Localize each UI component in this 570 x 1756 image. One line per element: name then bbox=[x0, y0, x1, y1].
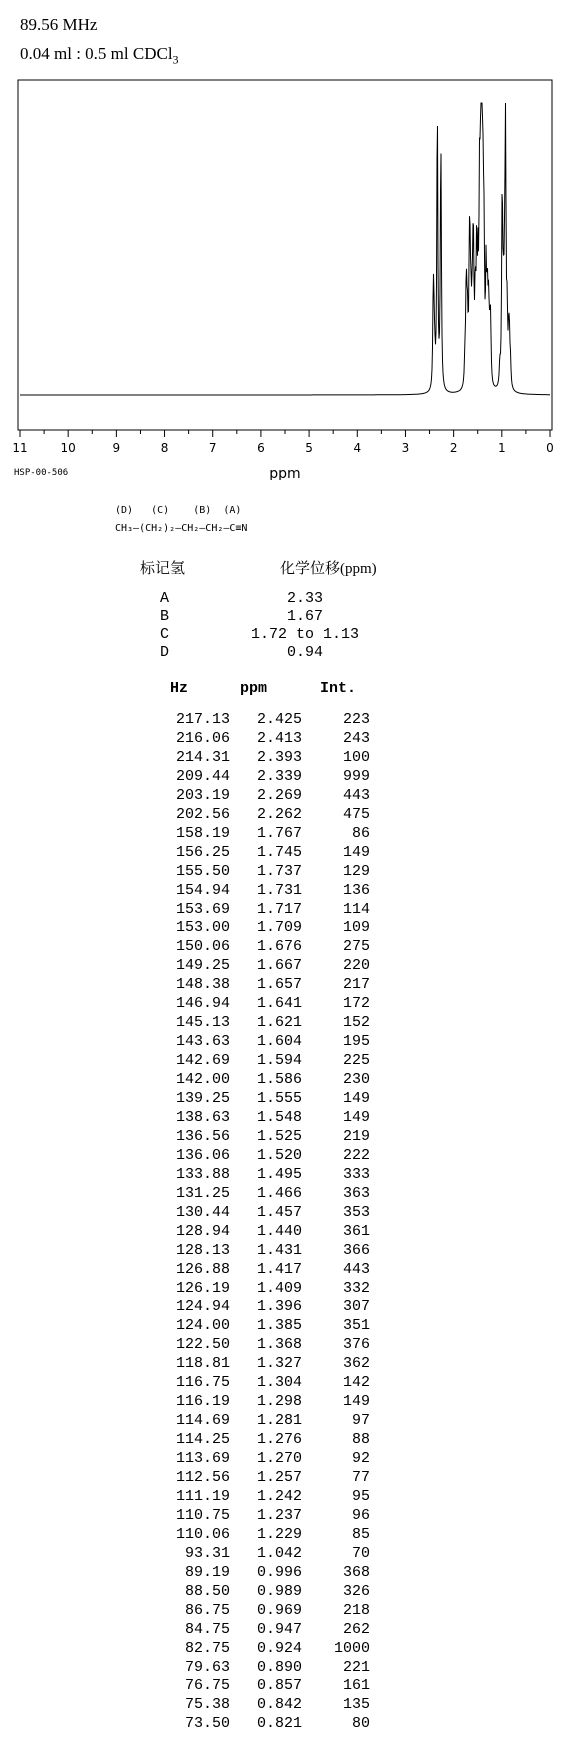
assignment-row bbox=[160, 590, 410, 609]
peak-row bbox=[150, 768, 380, 787]
peak-ppm: 2.269 bbox=[256, 786, 302, 804]
peak-ppm: 1.257 bbox=[256, 1469, 302, 1486]
peak-ppm: 2.262 bbox=[256, 805, 302, 823]
peak-ppm: 1.745 bbox=[256, 843, 302, 861]
peak-row bbox=[150, 938, 380, 957]
peak-intensity: 149 bbox=[342, 1108, 370, 1126]
peak-hz: 155.50 bbox=[175, 862, 230, 880]
peak-ppm: 0.924 bbox=[256, 1639, 302, 1657]
peak-intensity: 353 bbox=[342, 1203, 370, 1221]
peak-intensity: 275 bbox=[342, 938, 370, 956]
peak-row bbox=[150, 995, 380, 1014]
peak-ppm: 0.890 bbox=[256, 1658, 302, 1676]
peak-intensity: 80 bbox=[351, 1715, 370, 1733]
peak-intensity: 129 bbox=[342, 862, 370, 880]
peak-hz: 116.75 bbox=[175, 1374, 230, 1392]
peak-intensity: 218 bbox=[342, 1601, 370, 1619]
peak-row bbox=[150, 825, 380, 844]
peak-ppm: 1.417 bbox=[256, 1260, 302, 1278]
peak-row bbox=[150, 1677, 380, 1696]
peak-ppm: 1.396 bbox=[256, 1298, 302, 1316]
peak-row bbox=[150, 1621, 380, 1640]
assignment-label: D bbox=[160, 644, 170, 661]
x-tick-label: 5 bbox=[305, 441, 313, 455]
x-tick-label: 7 bbox=[208, 441, 217, 455]
peak-ppm: 1.594 bbox=[256, 1052, 302, 1070]
peak-row bbox=[150, 1298, 380, 1317]
peak-hz: 153.00 bbox=[175, 919, 230, 937]
peak-row bbox=[150, 1166, 380, 1185]
frequency-label: 89.56 MHz bbox=[20, 15, 98, 34]
peak-row bbox=[150, 1052, 380, 1071]
peak-hz: 124.00 bbox=[175, 1317, 230, 1335]
peak-hz: 154.94 bbox=[175, 881, 230, 899]
peak-hz: 203.19 bbox=[175, 786, 230, 804]
peak-ppm: 0.857 bbox=[256, 1677, 302, 1695]
peak-hz: 75.38 bbox=[184, 1696, 230, 1714]
peak-hz: 118.81 bbox=[175, 1355, 230, 1373]
assignment-row bbox=[160, 626, 410, 645]
peak-row bbox=[150, 749, 380, 768]
peak-row bbox=[150, 806, 380, 825]
peak-hz: 128.13 bbox=[175, 1241, 230, 1259]
sample-prefix: 0.04 ml : 0.5 ml CDCl bbox=[20, 44, 173, 63]
peak-intensity: 443 bbox=[342, 786, 370, 804]
peak-intensity: 376 bbox=[342, 1336, 370, 1354]
peak-row bbox=[150, 1488, 380, 1507]
assignment-shift: 0.94 bbox=[286, 644, 323, 661]
hydrogen-header: 标记氢 bbox=[140, 561, 186, 577]
peak-row bbox=[150, 1223, 380, 1242]
peak-row bbox=[150, 863, 380, 882]
peak-ppm: 1.276 bbox=[256, 1431, 302, 1449]
peak-hz: 116.19 bbox=[175, 1393, 230, 1411]
x-tick-label: 1 bbox=[497, 441, 506, 455]
peak-row bbox=[150, 1280, 380, 1299]
peak-ppm: 1.327 bbox=[256, 1355, 302, 1373]
peak-hz: 84.75 bbox=[184, 1620, 230, 1638]
peak-ppm: 1.676 bbox=[256, 938, 302, 956]
peak-hz: 122.50 bbox=[175, 1336, 230, 1354]
peak-ppm: 0.969 bbox=[256, 1601, 302, 1619]
peak-ppm: 1.717 bbox=[256, 900, 302, 918]
peak-hz: 73.50 bbox=[184, 1715, 230, 1733]
assignment-row bbox=[160, 608, 410, 627]
peak-hz: 158.19 bbox=[175, 824, 230, 842]
nmr-spectrum-chart bbox=[0, 0, 570, 480]
plot-frame bbox=[18, 80, 552, 430]
peak-row bbox=[150, 1261, 380, 1280]
peak-ppm: 2.339 bbox=[256, 767, 302, 785]
peak-intensity: 243 bbox=[342, 729, 370, 747]
peak-hz: 217.13 bbox=[175, 711, 230, 728]
peak-intensity: 136 bbox=[342, 881, 370, 899]
peak-ppm: 1.042 bbox=[256, 1544, 302, 1562]
peak-intensity: 475 bbox=[342, 805, 370, 823]
peak-hz: 112.56 bbox=[175, 1469, 230, 1486]
spectrum-trace bbox=[20, 103, 550, 395]
peak-hz: 79.63 bbox=[184, 1658, 230, 1676]
peak-ppm: 1.767 bbox=[256, 824, 302, 842]
peak-hz: 93.31 bbox=[184, 1544, 230, 1562]
peak-intensity: 363 bbox=[342, 1184, 370, 1202]
peak-row bbox=[150, 730, 380, 749]
peak-hz: 156.25 bbox=[175, 843, 230, 861]
peak-hz: 150.06 bbox=[175, 938, 230, 956]
peak-row bbox=[150, 1109, 380, 1128]
peak-row bbox=[150, 711, 380, 730]
x-tick-label: 6 bbox=[257, 441, 265, 455]
peak-hz: 126.88 bbox=[175, 1260, 230, 1278]
peak-hz: 153.69 bbox=[175, 900, 230, 918]
peak-intensity: 88 bbox=[351, 1431, 370, 1449]
assignment-shift: 1.72 to 1.13 bbox=[250, 626, 360, 643]
peak-intensity: 135 bbox=[342, 1696, 370, 1714]
x-tick-label: 4 bbox=[353, 441, 362, 455]
peak-intensity: 326 bbox=[342, 1582, 370, 1600]
peak-ppm: 1.604 bbox=[256, 1033, 302, 1051]
peak-hz: 216.06 bbox=[175, 729, 230, 747]
x-tick-label: 9 bbox=[112, 441, 121, 455]
assignment-label: B bbox=[160, 608, 170, 625]
peak-ppm: 1.457 bbox=[256, 1203, 302, 1221]
peak-intensity: 443 bbox=[342, 1260, 370, 1278]
peak-intensity: 351 bbox=[342, 1317, 370, 1335]
peak-intensity: 77 bbox=[351, 1469, 370, 1486]
peak-hz: 76.75 bbox=[184, 1677, 230, 1695]
peak-ppm: 1.737 bbox=[256, 862, 302, 880]
peak-hz: 114.25 bbox=[175, 1431, 230, 1449]
x-axis-label: ppm bbox=[269, 466, 301, 480]
peak-ppm: 1.657 bbox=[256, 976, 302, 994]
peak-row bbox=[150, 1090, 380, 1109]
peak-row bbox=[150, 1185, 380, 1204]
assignment-shift: 1.67 bbox=[286, 608, 323, 625]
peak-hz: 110.06 bbox=[175, 1525, 230, 1543]
peak-row bbox=[150, 1147, 380, 1166]
structure-labels: (D) (C) (B) (A) bbox=[115, 505, 242, 516]
peak-hz: 82.75 bbox=[184, 1639, 230, 1657]
peak-hz: 139.25 bbox=[175, 1090, 230, 1107]
peak-row bbox=[150, 1242, 380, 1261]
peak-ppm: 1.304 bbox=[256, 1374, 302, 1392]
peak-hz: 142.00 bbox=[175, 1071, 230, 1089]
peak-ppm: 1.586 bbox=[256, 1071, 302, 1089]
peak-intensity: 262 bbox=[342, 1620, 370, 1638]
peak-row bbox=[150, 1526, 380, 1545]
peak-ppm: 2.393 bbox=[256, 748, 302, 766]
peak-row bbox=[150, 1545, 380, 1564]
peak-hz: 126.19 bbox=[175, 1279, 230, 1297]
peak-intensity: 172 bbox=[342, 995, 370, 1013]
ppm-header: ppm bbox=[240, 680, 268, 697]
peak-ppm: 1.270 bbox=[256, 1450, 302, 1468]
peak-hz: 202.56 bbox=[175, 805, 230, 823]
peak-ppm: 1.409 bbox=[256, 1279, 302, 1297]
peak-ppm: 0.996 bbox=[256, 1563, 302, 1581]
peak-row bbox=[150, 1033, 380, 1052]
peak-intensity: 152 bbox=[342, 1014, 370, 1032]
peak-intensity: 95 bbox=[351, 1487, 370, 1505]
peak-intensity: 70 bbox=[351, 1544, 370, 1562]
peak-hz: 88.50 bbox=[184, 1582, 230, 1600]
x-tick-label: 11 bbox=[12, 441, 28, 455]
peak-hz: 114.69 bbox=[175, 1412, 230, 1430]
peak-intensity: 361 bbox=[342, 1222, 370, 1240]
peak-intensity: 195 bbox=[342, 1033, 370, 1051]
peak-hz: 142.69 bbox=[175, 1052, 230, 1070]
peak-row bbox=[150, 1393, 380, 1412]
peak-intensity: 149 bbox=[342, 1393, 370, 1411]
peak-row bbox=[150, 1204, 380, 1223]
peak-intensity: 332 bbox=[342, 1279, 370, 1297]
peak-intensity: 307 bbox=[342, 1298, 370, 1316]
peak-ppm: 0.821 bbox=[256, 1715, 302, 1733]
peak-hz: 113.69 bbox=[175, 1450, 230, 1468]
structure-formula: CH₃—(CH₂)₂—CH₂—CH₂—C≡N bbox=[115, 523, 248, 534]
hz-header: Hz bbox=[170, 680, 189, 697]
peak-intensity: 219 bbox=[342, 1127, 370, 1145]
peak-ppm: 1.229 bbox=[256, 1525, 302, 1543]
peak-row bbox=[150, 1355, 380, 1374]
peak-row bbox=[150, 1014, 380, 1033]
peak-intensity: 100 bbox=[342, 748, 370, 766]
peak-intensity: 217 bbox=[342, 976, 370, 994]
peak-hz: 131.25 bbox=[175, 1184, 230, 1202]
assignment-row bbox=[160, 644, 410, 663]
peak-ppm: 0.947 bbox=[256, 1620, 302, 1638]
peak-intensity: 149 bbox=[342, 843, 370, 861]
peak-hz: 209.44 bbox=[175, 767, 230, 785]
peak-row bbox=[150, 1071, 380, 1090]
peak-row bbox=[150, 1412, 380, 1431]
peak-hz: 149.25 bbox=[175, 957, 230, 975]
peak-row bbox=[150, 1336, 380, 1355]
assignment-label: A bbox=[160, 590, 170, 607]
peak-row bbox=[150, 1507, 380, 1526]
peak-row bbox=[150, 976, 380, 995]
peak-ppm: 1.495 bbox=[256, 1165, 302, 1183]
peak-row bbox=[150, 787, 380, 806]
peak-hz: 133.88 bbox=[175, 1165, 230, 1183]
peak-ppm: 1.555 bbox=[256, 1090, 302, 1107]
assignment-label: C bbox=[160, 626, 170, 643]
peak-ppm: 1.731 bbox=[256, 881, 302, 899]
peak-hz: 89.19 bbox=[184, 1563, 230, 1581]
peak-ppm: 0.989 bbox=[256, 1582, 302, 1600]
peak-hz: 86.75 bbox=[184, 1601, 230, 1619]
peak-ppm: 1.385 bbox=[256, 1317, 302, 1335]
peak-intensity: 161 bbox=[342, 1677, 370, 1695]
peak-intensity: 114 bbox=[342, 900, 370, 918]
peak-ppm: 1.440 bbox=[256, 1222, 302, 1240]
peak-ppm: 1.298 bbox=[256, 1393, 302, 1411]
x-tick-label: 3 bbox=[401, 441, 410, 455]
peak-intensity: 220 bbox=[342, 957, 370, 975]
peak-intensity: 96 bbox=[351, 1506, 370, 1524]
peak-row bbox=[150, 1374, 380, 1393]
peak-row bbox=[150, 1469, 380, 1488]
assignment-shift: 2.33 bbox=[286, 590, 323, 607]
peak-hz: 128.94 bbox=[175, 1222, 230, 1240]
peak-row bbox=[150, 957, 380, 976]
peak-intensity: 86 bbox=[351, 824, 370, 842]
peak-row bbox=[150, 1659, 380, 1678]
peak-ppm: 1.548 bbox=[256, 1108, 302, 1126]
peak-ppm: 1.466 bbox=[256, 1184, 302, 1202]
peak-ppm: 1.281 bbox=[256, 1412, 302, 1430]
peak-row bbox=[150, 1696, 380, 1715]
peak-row bbox=[150, 844, 380, 863]
peak-intensity: 999 bbox=[342, 767, 370, 785]
peak-hz: 143.63 bbox=[175, 1033, 230, 1051]
int-header: Int. bbox=[320, 680, 357, 697]
spectrum-code: HSP-00-506 bbox=[14, 468, 69, 478]
peak-ppm: 1.621 bbox=[256, 1014, 302, 1032]
peak-row bbox=[150, 1450, 380, 1469]
peak-intensity: 97 bbox=[351, 1412, 370, 1430]
peak-intensity: 368 bbox=[342, 1563, 370, 1581]
peak-hz: 110.75 bbox=[175, 1506, 230, 1524]
peak-intensity: 225 bbox=[342, 1052, 370, 1070]
peak-hz: 124.94 bbox=[175, 1298, 230, 1316]
peak-intensity: 221 bbox=[342, 1658, 370, 1676]
peak-intensity: 92 bbox=[351, 1450, 370, 1468]
peak-intensity: 1000 bbox=[333, 1639, 370, 1657]
peak-ppm: 1.709 bbox=[256, 919, 302, 937]
peak-row bbox=[150, 882, 380, 901]
peak-hz: 148.38 bbox=[175, 976, 230, 994]
peak-hz: 146.94 bbox=[175, 995, 230, 1013]
peak-intensity: 222 bbox=[342, 1146, 370, 1164]
shift-header: 化学位移(ppm) bbox=[280, 561, 377, 577]
peak-row bbox=[150, 901, 380, 920]
peak-ppm: 2.413 bbox=[256, 729, 302, 747]
x-tick-label: 8 bbox=[160, 441, 169, 455]
peak-hz: 111.19 bbox=[175, 1487, 230, 1505]
peak-ppm: 1.242 bbox=[256, 1487, 302, 1505]
peak-intensity: 362 bbox=[342, 1355, 370, 1373]
peak-intensity: 85 bbox=[351, 1525, 370, 1543]
peak-intensity: 149 bbox=[342, 1090, 370, 1107]
peak-row bbox=[150, 1583, 380, 1602]
peak-row bbox=[150, 1602, 380, 1621]
peak-ppm: 1.641 bbox=[256, 995, 302, 1013]
peak-ppm: 0.842 bbox=[256, 1696, 302, 1714]
sample-subscript: 3 bbox=[172, 52, 179, 67]
peak-row bbox=[150, 1715, 380, 1734]
peak-row bbox=[150, 1317, 380, 1336]
peak-hz: 136.56 bbox=[175, 1127, 230, 1145]
peak-ppm: 1.667 bbox=[256, 957, 302, 975]
peak-intensity: 366 bbox=[342, 1241, 370, 1259]
peak-ppm: 1.368 bbox=[256, 1336, 302, 1354]
peak-ppm: 1.237 bbox=[256, 1506, 302, 1524]
peak-row bbox=[150, 1128, 380, 1147]
peak-hz: 138.63 bbox=[175, 1108, 230, 1126]
peak-ppm: 1.525 bbox=[256, 1127, 302, 1145]
peak-intensity: 230 bbox=[342, 1071, 370, 1089]
peak-intensity: 333 bbox=[342, 1165, 370, 1183]
peak-row bbox=[150, 1564, 380, 1583]
peak-row bbox=[150, 1431, 380, 1450]
peak-hz: 136.06 bbox=[175, 1146, 230, 1164]
peak-row bbox=[150, 1640, 380, 1659]
x-tick-label: 0 bbox=[546, 441, 554, 455]
peak-row bbox=[150, 919, 380, 938]
x-tick-label: 10 bbox=[60, 441, 76, 455]
peak-intensity: 109 bbox=[342, 919, 370, 937]
peak-ppm: 2.425 bbox=[256, 711, 302, 728]
peak-intensity: 223 bbox=[342, 711, 370, 728]
peak-hz: 130.44 bbox=[175, 1203, 230, 1221]
peak-hz: 214.31 bbox=[175, 748, 230, 766]
x-tick-label: 2 bbox=[449, 441, 458, 455]
peak-ppm: 1.520 bbox=[256, 1146, 302, 1164]
peak-hz: 145.13 bbox=[175, 1014, 230, 1032]
peak-intensity: 142 bbox=[342, 1374, 370, 1392]
peak-ppm: 1.431 bbox=[256, 1241, 302, 1259]
